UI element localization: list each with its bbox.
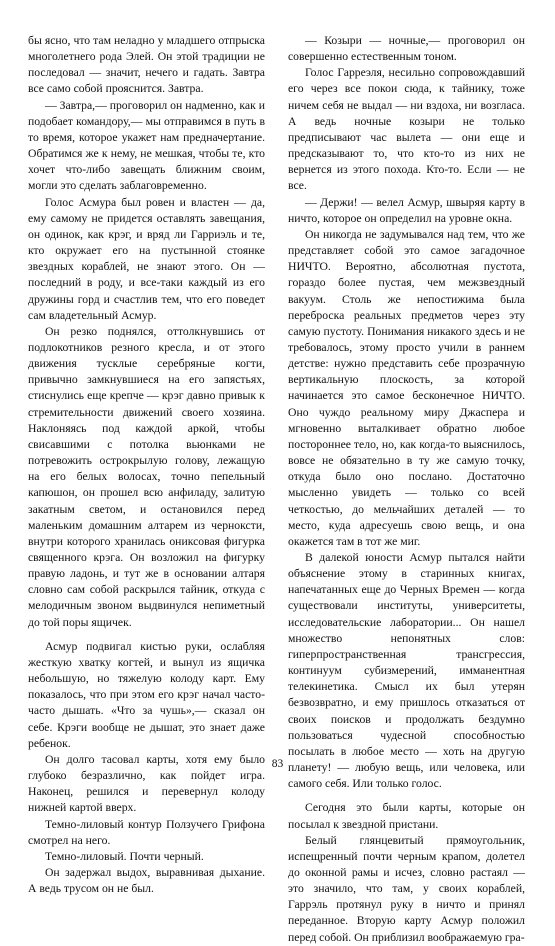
paragraph: Асмур подвигал кистью руки, ослабляя жесткую хватку когтей, и вынул из ящичка небольшую, но тяжелую колоду карт. Ему показалось, что при этом его крэг начал часто-часто дышать. «Что за чушь»,— сказал он себе. Крэги вообще не дышат, это знает даже ребенок. <box>28 639 265 750</box>
paragraph: Он никогда не задумывался над тем, что же представляет собой это самое загадочное НИЧТО. Вероятно, абсолютная пустота, гораздо более пустая, чем межзвездный вакуум. Столь же непостижима была переброска реальных предметов через эту самую пустоту. Понимания никакого здесь и не требовалось, этому просто учили в раннем детстве: нужно представить себе прозрачную вертикальную плоскость, за которой начинается это самое бесконечное НИЧТО. Оно чуждо реальному миру Джаспера и мгновенно выталкивает обратно любое постороннее тело, но, как когда-то выяснилось, вовсе не обязательно в ту же самую точку, откуда было оно послано. Достаточно мысленно увидеть — только со всей четкостью, до мельчайших деталей — то место, куда адресуешь свою вещь, и она окажется там в тот же миг. <box>288 227 525 548</box>
paragraph: — Завтра,— проговорил он надменно, как и подобает командору,— мы отправимся в путь в то время, которое укажет нам предначертание. Обратимся же к нему, не мешкая, чтобы те, кто хочет что-либо завещать ближним своим, могли это сделать заблаговременно. <box>28 98 265 193</box>
paragraph: Голос Асмура был ровен и властен — да, ему самому не придется оставлять завещания, он одинок, как крэг, и вряд ли Гарриэль и те, кто окружает его на пустынной стоянке звездных кораблей, не знают этого. Он — последний в роду, и все-таки каждый из его дружины горд и счастлив тем, что его поведет сам владетельный Асмур. <box>28 195 265 322</box>
paragraph: Темно-лиловый контур Ползучего Грифона смотрел на него. <box>28 817 265 847</box>
paragraph: Голос Гарреэля, несильно сопровождавший его через все покои сюда, к тайнику, тоже ничем себя не выдал — ни вздоха, ни возгласа. А ведь ночные козыри не только предписывают час вылета — они еще и предсказывают то, что кто-то из них не вернется из этого похода. Кто-то. Если — не все. <box>288 66 525 193</box>
right-column <box>288 33 525 946</box>
paragraph: Белый глянцевитый прямоугольник, испещренный почти черным крапом, долетел до оконной рамы и исчез, словно растаял — это значило, что там, у своих кораблей, Гаррэль протянул руку в ничто и принял переданное. Вторую карту Асмур положил перед собой. Он приблизил воображаемую гра- <box>288 833 525 944</box>
paragraph: бы ясно, что там неладно у младшего отпрыска многолетнего рода Элей. Он этой традиции не последовал — значит, нечего и гадать. Завтра все само собой прояснится. Завтра. <box>28 34 265 96</box>
paragraph: В далекой юности Асмур пытался найти объяснение этому в старинных книгах, напечатанных еще до Черных Времен — когда существовали институты, университеты, исследовательские лаборатории... Он нашел множество непонятных слов: гиперпространственная трансгрессия, континуум субизмерений, имманентная телекинетика. Смысл их был утерян безвозвратно, и ему пришлось отказаться от своих поисков и продолжать бездумно пользоваться чудесной способностью посылать в любое место — хоть на другую планету! — любую вещь, или человека, или самого себя. Или только голос. <box>288 551 525 791</box>
paragraph: Он долго тасовал карты, хотя ему было глубоко безразлично, как пойдет игра. Наконец, решился и перевернул колоду нижней картой вверх. <box>28 752 265 815</box>
paragraph: Темно-лиловый. Почти черный. <box>44 849 204 863</box>
paragraph: Он резко поднялся, оттолкнувшись от подлокотников резного кресла, и от этого движения тусклые серебряные когти, привычно замкнувшиеся на его запястьях, стиснулись еще крепче — крэг давно привык к стремительности движений своего хозяина. Наклоняясь под каждой аркой, чтобы свисавшими с потолка вьюнками не потревожить острокрылую голову, лежащую на его белых волосах, точно пепельный капюшон, он прошел всю анфиладу, залитую закатным светом, и остановился перед маленьким домашним алтарем из черноксти, внутри которого хранилась ониксовая фигурка священного крэга. Он возложил на фигурку правую ладонь, и тут же в основании алтаря словно сам собой раскрылся тайник, откуда с мелодичным звоном выдвинулся непиметный до той поры ящичек. <box>28 324 265 629</box>
paragraph: Сегодня это были карты, которые он посылал к звездной пристани. <box>288 801 525 831</box>
paragraph: Он задержал выдох, выравнивая дыхание. А ведь трусом он не был. <box>28 865 265 896</box>
paragraph: — Козыри — ночные,— проговорил он совершенно естественным тоном. <box>288 34 525 64</box>
paragraph: — Держи! — велел Асмур, швыряя карту в ничто, которое он определил на уровне окна. <box>288 195 525 225</box>
page-number: 83 <box>271 758 284 770</box>
